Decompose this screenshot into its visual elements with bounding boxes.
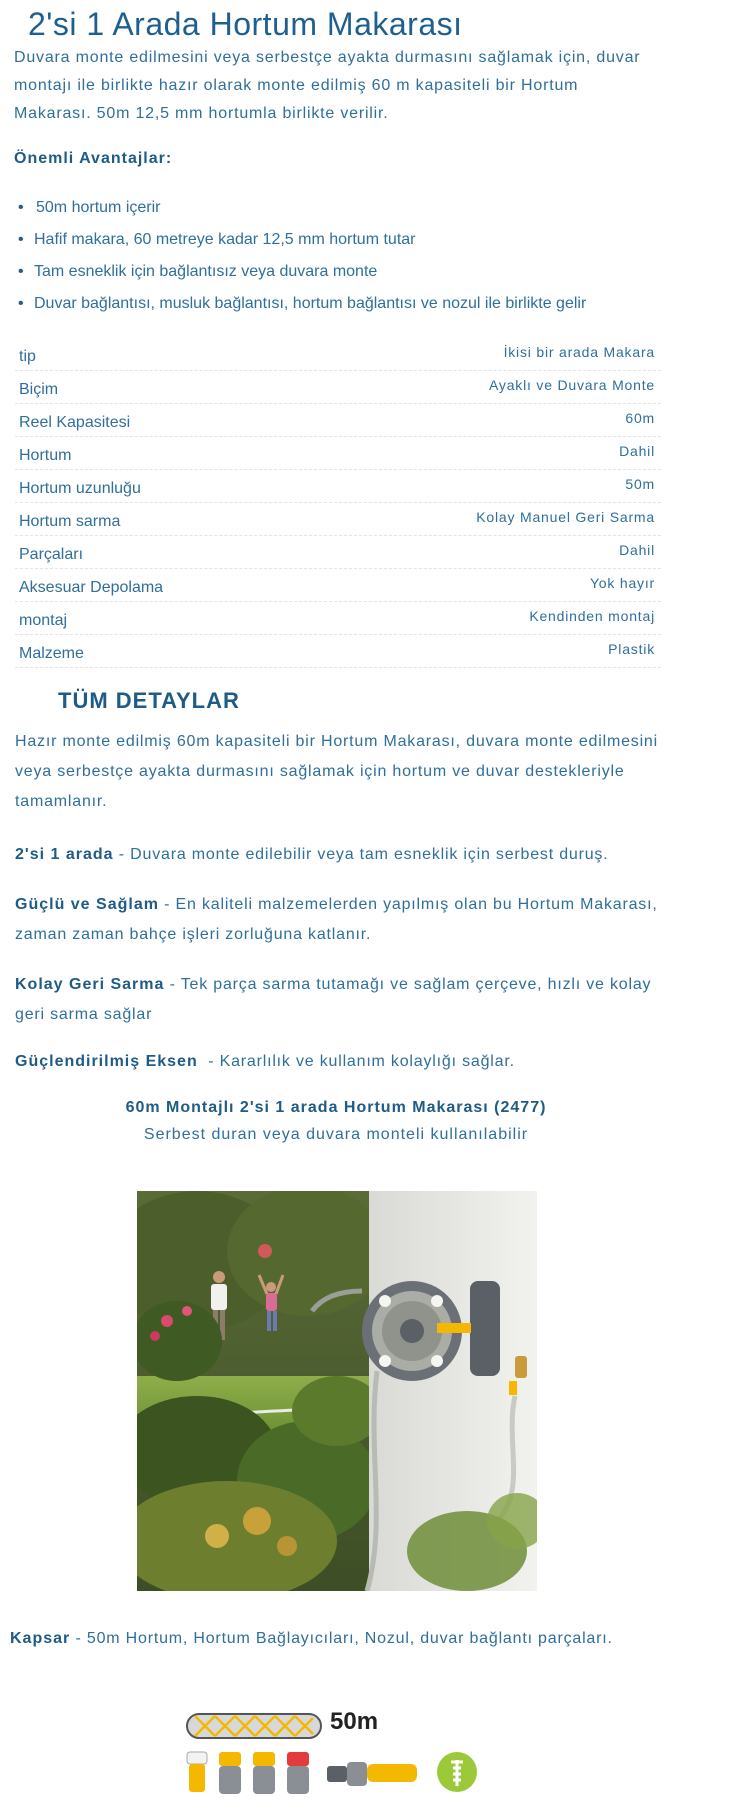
feature-paragraph [15, 1047, 665, 1077]
spec-key: Reel Kapasitesi [19, 414, 131, 431]
bullet-icon: • [18, 295, 24, 312]
feature-label: Güçlendirilmiş Eksen [15, 1053, 198, 1070]
spec-key: tip [19, 348, 36, 365]
spec-key: Hortum sarma [19, 513, 121, 530]
feature-text: - Tek parça sarma tutamağı ve sağlam çerçeve, hızlı ve kolay geri sarma sağlar [15, 976, 652, 1023]
details-heading: TÜM DETAYLAR [58, 688, 240, 713]
hose-length-label: 50m [330, 1708, 379, 1735]
spec-value: Kendinden montaj [529, 608, 655, 624]
connector-icon [185, 1750, 325, 1800]
feature-text: - Kararlılık ve kullanım kolaylığı sağlar. [197, 1053, 515, 1070]
table-row [15, 338, 661, 371]
product-photo [137, 1191, 537, 1591]
list-item: • Hafif makara, 60 metreye kadar 12,5 mm hortum tutar [18, 228, 698, 260]
image-caption: Serbest duran veya duvara monteli kullanılabilir [143, 1126, 529, 1143]
feature-text: - En kaliteli malzemelerden yapılmış olan bu Hortum Makarası, zaman zaman bahçe işleri zorluğuna katlanır. [15, 896, 658, 943]
table-row [15, 371, 661, 404]
feature-paragraph [15, 840, 665, 870]
kit-contents-graphic [185, 1700, 485, 1800]
feature-paragraph [15, 890, 665, 950]
spec-value: Plastik [608, 641, 655, 657]
table-row [15, 569, 661, 602]
spec-value: İkisi bir arada Makara [503, 344, 655, 360]
bullet-icon: • [18, 199, 24, 216]
package-contents [10, 1630, 710, 1648]
table-row [15, 503, 661, 536]
wall-bracket-icon [435, 1750, 479, 1794]
table-row [15, 404, 661, 437]
spec-table [15, 338, 661, 668]
table-row [15, 602, 661, 635]
feature-paragraph [15, 970, 665, 1030]
spec-value: Kolay Manuel Geri Sarma [476, 509, 655, 525]
feature-label: 2'si 1 arada [15, 846, 114, 863]
image-caption-title: 60m Montajlı 2'si 1 arada Hortum Makarası (2477) [125, 1099, 547, 1116]
spec-key: Parçaları [19, 546, 84, 563]
spec-value: Dahil [619, 443, 655, 459]
contents-text: - 50m Hortum, Hortum Bağlayıcıları, Nozul, duvar bağlantı parçaları. [70, 1630, 613, 1647]
advantages-list [18, 196, 698, 324]
spec-key: montaj [19, 612, 68, 629]
table-row [15, 470, 661, 503]
list-item: • 50m hortum içerir [18, 196, 698, 228]
nozzle-icon [325, 1752, 435, 1802]
spec-value: 50m [625, 476, 655, 492]
bullet-icon: • [18, 263, 24, 280]
details-intro: Hazır monte edilmiş 60m kapasiteli bir Hortum Makarası, duvara monte edilmesini veya serbestçe ayakta durmasını sağlamak için hortum ve duvar destekleriyle tamamlanır. [15, 733, 658, 810]
feature-label: Kolay Geri Sarma [15, 976, 165, 993]
spec-key: Aksesuar Depolama [19, 579, 164, 596]
spec-value: Ayaklı ve Duvara Monte [489, 377, 655, 393]
spec-value: 60m [625, 410, 655, 426]
list-item: • Tam esneklik için bağlantısız veya duvara monte [18, 260, 698, 292]
spec-value: Yok hayır [589, 575, 655, 591]
feature-label: Güçlü ve Sağlam [15, 896, 159, 913]
spec-key: Biçim [19, 381, 59, 398]
spec-key: Malzeme [19, 645, 84, 662]
advantages-heading: Önemli Avantajlar: [14, 150, 173, 167]
table-row [15, 536, 661, 569]
table-row [15, 635, 661, 668]
spec-key: Hortum [19, 447, 72, 464]
garden-scene-image [137, 1191, 537, 1591]
contents-label: Kapsar [10, 1630, 71, 1647]
spec-value: Dahil [619, 542, 655, 558]
hose-icon [185, 1708, 325, 1744]
feature-text: - Duvara monte edilebilir veya tam esneklik için serbest duruş. [113, 846, 609, 863]
list-item: • Duvar bağlantısı, musluk bağlantısı, hortum bağlantısı ve nozul ile birlikte gelir [18, 292, 698, 324]
spec-key: Hortum uzunluğu [19, 480, 141, 497]
bullet-icon: • [18, 231, 24, 248]
product-intro: Duvara monte edilmesini veya serbestçe ayakta durmasını sağlamak için, duvar montajı ile birlikte hazır olarak monte edilmiş 60 m kapasiteli bir Hortum Makarası. 50m 12,5 mm hortumla birlikte verilir. [14, 49, 641, 122]
table-row [15, 437, 661, 470]
page-title: 2'si 1 Arada Hortum Makarası [28, 6, 463, 42]
